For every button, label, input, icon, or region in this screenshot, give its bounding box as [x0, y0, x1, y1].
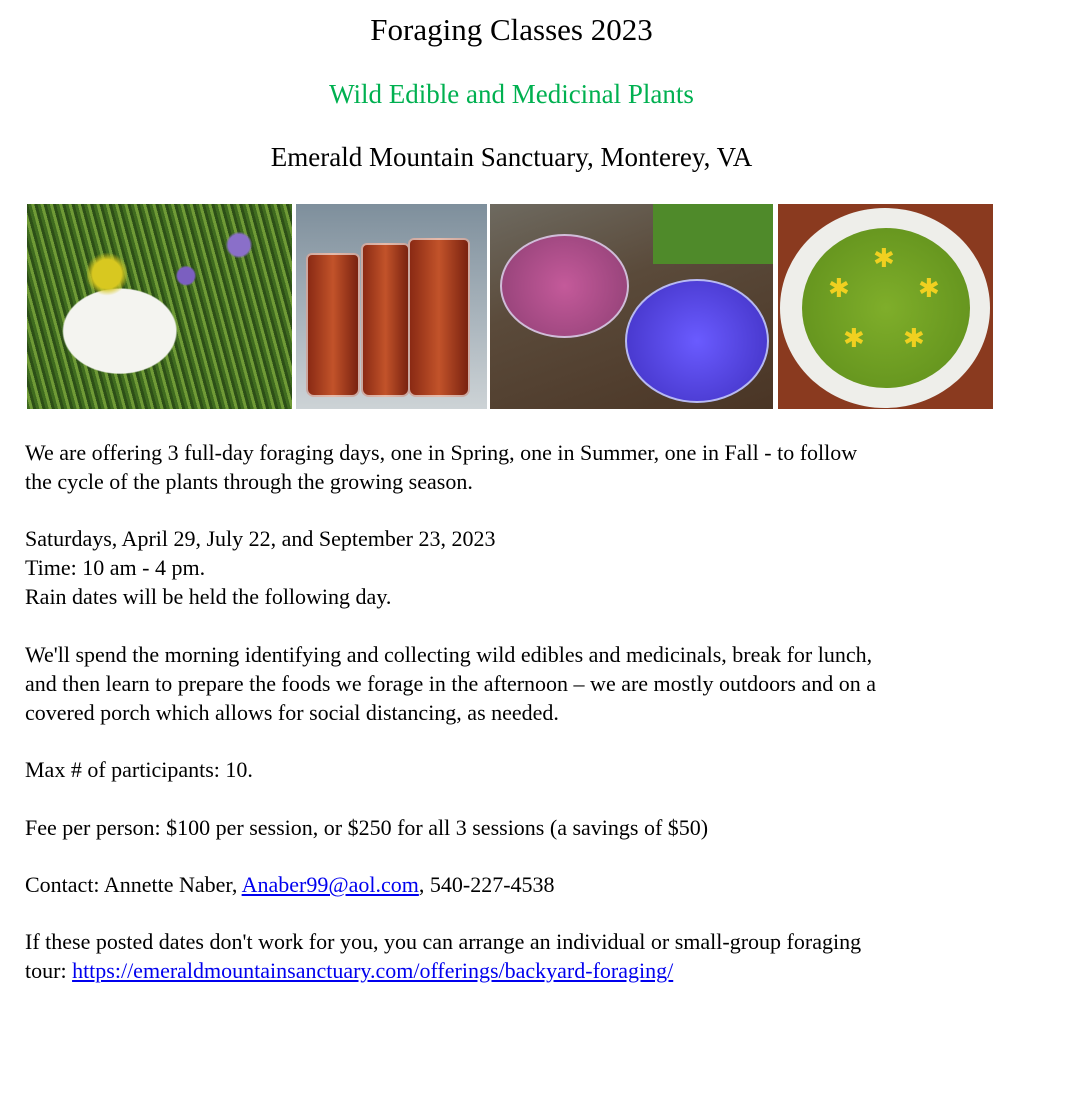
photo-foraged-plants-bowl [27, 204, 292, 409]
rain-line: Rain dates will be held the following day. [25, 584, 392, 609]
photo-green-soup: ✱ ✱ ✱ ✱ ✱ [778, 204, 993, 409]
text-prefix: tour: [25, 958, 73, 983]
schedule-paragraph [25, 524, 496, 611]
subtitle: Wild Edible and Medicinal Plants [329, 79, 694, 109]
email-link[interactable]: Anaber99@aol.com [241, 872, 419, 897]
description-paragraph [25, 640, 876, 727]
fee-info: Fee per person: $100 per session, or $250 for all 3 sessions (a savings of $50) [25, 815, 709, 840]
photo-flower-bowls [490, 204, 773, 409]
contact-prefix: Contact: Annette Naber, [25, 872, 242, 897]
text-line: covered porch which allows for social distancing, as needed. [25, 700, 559, 725]
dates-line: Saturdays, April 29, July 22, and September 23, 2023 [25, 526, 496, 551]
time-line: Time: 10 am - 4 pm. [25, 555, 206, 580]
text-line: the cycle of the plants through the growing season. [25, 469, 473, 494]
photo-syrup-jars [296, 204, 487, 409]
text-line: and then learn to prepare the foods we forage in the afternoon – we are mostly outdoors and on a [25, 671, 876, 696]
max-participants: Max # of participants: 10. [25, 757, 253, 782]
foraging-url-link[interactable]: https://emeraldmountainsanctuary.com/offerings/backyard-foraging/ [72, 958, 674, 983]
text-line: If these posted dates don't work for you, you can arrange an individual or small-group foraging [25, 929, 862, 954]
phone-number: , 540-227-4538 [418, 872, 555, 897]
individual-tour-paragraph [25, 927, 861, 985]
contact-info [25, 870, 555, 899]
intro-paragraph [25, 438, 857, 496]
location-heading: Emerald Mountain Sanctuary, Monterey, VA [270, 142, 753, 172]
page-title: Foraging Classes 2023 [370, 12, 653, 47]
text-line: We'll spend the morning identifying and collecting wild edibles and medicinals, break for lunch, [25, 642, 873, 667]
text-line: We are offering 3 full-day foraging days, one in Spring, one in Summer, one in Fall - to follow [25, 440, 858, 465]
